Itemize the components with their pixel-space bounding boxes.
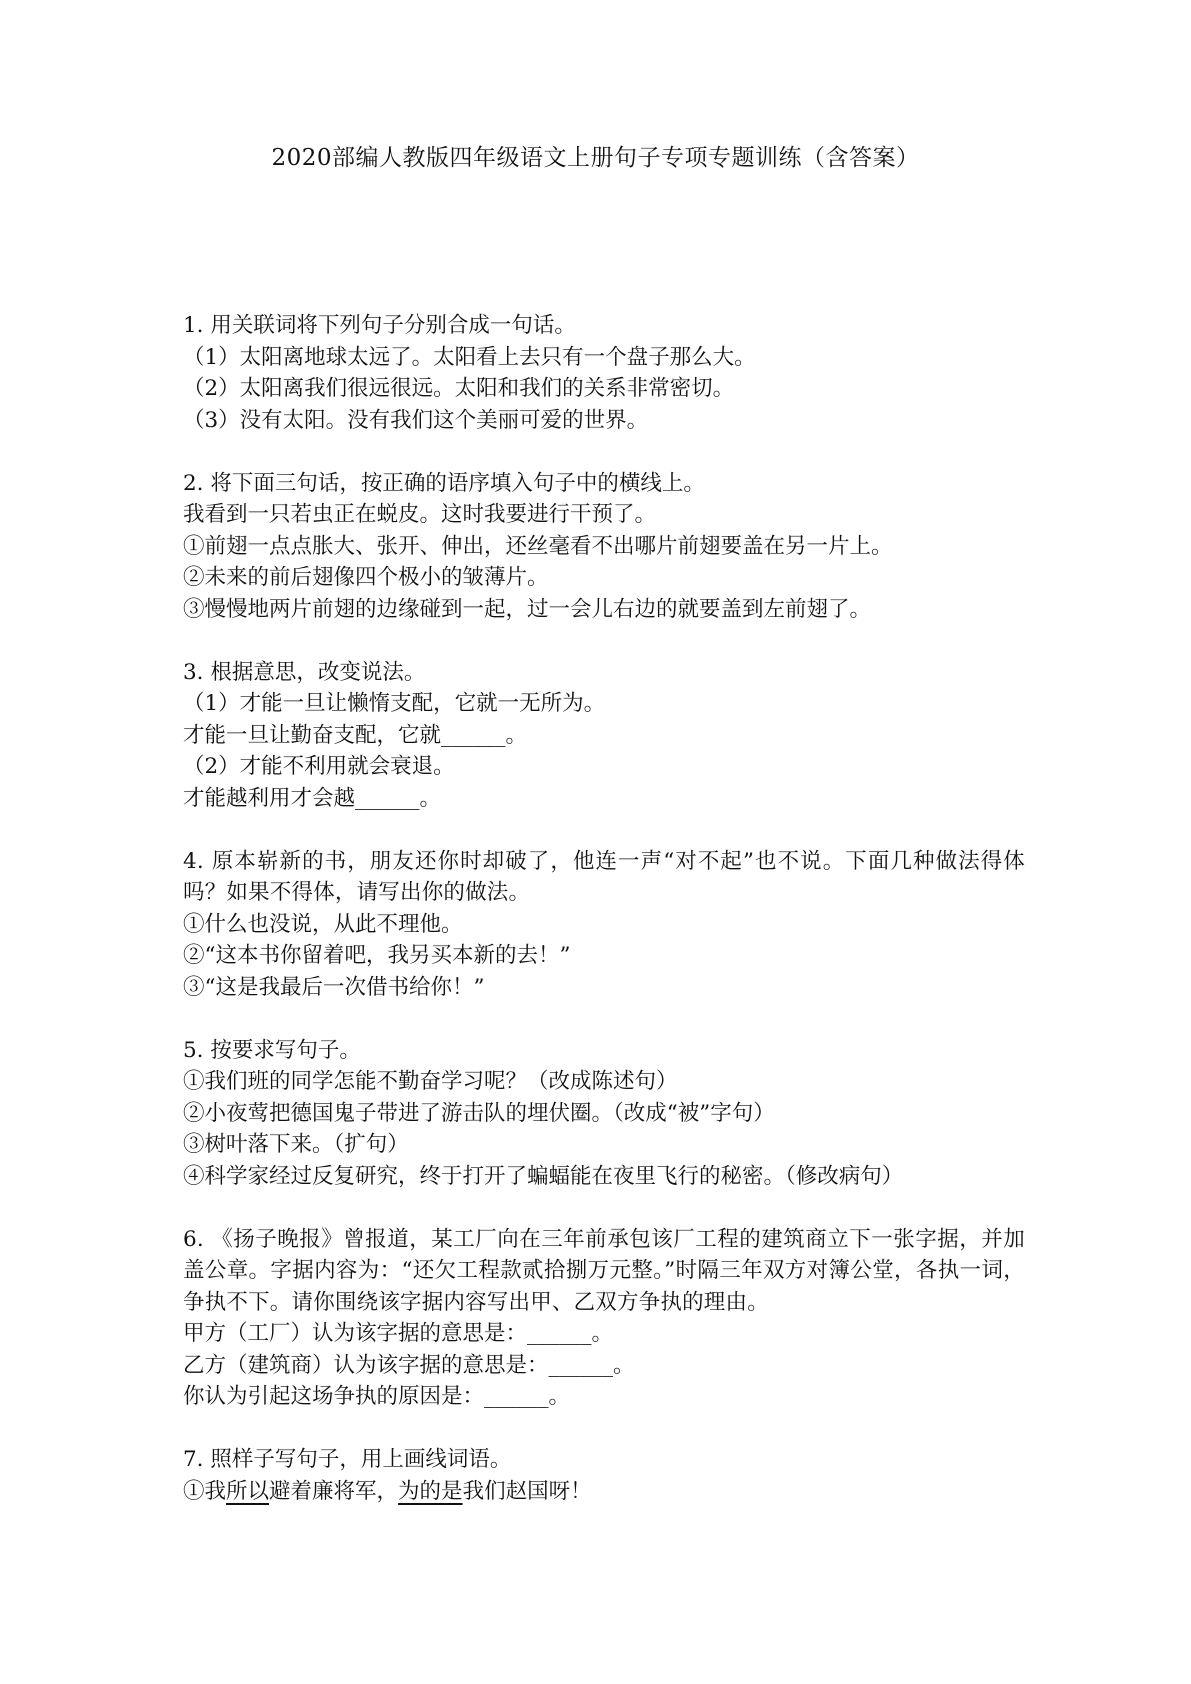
question-1 <box>183 310 1025 436</box>
question-4-prompt: 4. 原本崭新的书，朋友还你时却破了，他连一声“对不起”也不说。下面几种做法得体吗？如果不得体，请写出你的做法。 <box>183 848 1025 905</box>
underlined-word: 为的是 <box>398 1478 463 1504</box>
question-4-option-2: ②“这本书你留着吧，我另买本新的去！” <box>183 943 571 968</box>
page-title: 2020部编人教版四年级语文上册句子专项专题训练（含答案） <box>271 145 920 171</box>
question-1-item-1: （1）太阳离地球太远了。太阳看上去只有一个盘子那么大。 <box>183 344 756 370</box>
question-1-item-3: （3）没有太阳。没有我们这个美丽可爱的世界。 <box>183 407 649 433</box>
question-7-example <box>183 1476 1025 1508</box>
example-text: 我们赵国呀！ <box>462 1478 592 1504</box>
question-3-answer-2: 才能越利用才会越______。 <box>183 785 442 811</box>
example-text: ①我 <box>183 1478 227 1504</box>
question-6-answer-reason: 你认为引起这场争执的原因是：______。 <box>183 1384 571 1409</box>
question-3-answer-1: 才能一旦让勤奋支配，它就______。 <box>183 722 528 748</box>
underlined-word: 所以 <box>226 1478 270 1504</box>
question-5-item-4: ④科学家经过反复研究，终于打开了蝙蝠能在夜里飞行的秘密。（修改病句） <box>183 1163 904 1189</box>
question-7 <box>183 1444 1025 1507</box>
question-5-item-1: ①我们班的同学怎能不勤奋学习呢？（改成陈述句） <box>183 1069 678 1094</box>
question-5-item-2: ②小夜莺把德国鬼子带进了游击队的埋伏圈。（改成“被”字句） <box>183 1100 775 1126</box>
question-2-option-3: ③慢慢地两片前翅的边缘碰到一起，过一会儿右边的就要盖到左前翅了。 <box>183 596 872 622</box>
question-2-option-1: ①前翅一点点胀大、张开、伸出，还丝毫看不出哪片前翅要盖在另一片上。 <box>183 533 893 559</box>
question-list <box>183 310 1025 1539</box>
question-3-item-1: （1）才能一旦让懒惰支配，它就一无所为。 <box>183 691 606 716</box>
question-1-item-2: （2）太阳离我们很远很远。太阳和我们的关系非常密切。 <box>183 376 735 401</box>
question-2-option-2: ②未来的前后翅像四个极小的皱薄片。 <box>183 565 549 590</box>
question-7-prompt: 7. 照样子写句子，用上画线词语。 <box>183 1447 512 1472</box>
question-4 <box>183 846 1025 1004</box>
question-1-prompt: 1. 用关联词将下列句子分别合成一句话。 <box>183 313 576 338</box>
question-3 <box>183 657 1025 815</box>
question-3-prompt: 3. 根据意思，改变说法。 <box>183 659 426 685</box>
question-4-option-3: ③“这是我最后一次借书给你！” <box>183 974 485 1000</box>
question-5-item-3: ③树叶落下来。（扩句） <box>183 1132 409 1157</box>
question-2-context: 我看到一只若虫正在蜕皮。这时我要进行干预了。 <box>183 502 657 527</box>
question-4-option-1: ①什么也没说，从此不理他。 <box>183 911 463 937</box>
example-text: 避着廉将军， <box>269 1478 399 1504</box>
question-6-prompt: 6. 《扬子晚报》曾报道，某工厂向在三年前承包该厂工程的建筑商立下一张字据，并加盖公章。字据内容为：“还欠工程款贰拾捌万元整。”时隔三年双方对簿公堂，各执一词，争执不下。请你围绕该字据内容写出甲、乙双方争执的理由。 <box>183 1226 1025 1315</box>
question-6-answer-b: 乙方（建筑商）认为该字据的意思是：______。 <box>183 1352 635 1378</box>
question-5 <box>183 1035 1025 1193</box>
question-2-prompt: 2. 将下面三句话，按正确的语序填入句子中的横线上。 <box>183 470 705 496</box>
question-5-prompt: 5. 按要求写句子。 <box>183 1037 361 1063</box>
question-3-item-2: （2）才能不利用就会衰退。 <box>183 754 455 779</box>
question-6-answer-a: 甲方（工厂）认为该字据的意思是：______。 <box>183 1321 614 1346</box>
question-2 <box>183 468 1025 626</box>
question-6 <box>183 1224 1025 1413</box>
